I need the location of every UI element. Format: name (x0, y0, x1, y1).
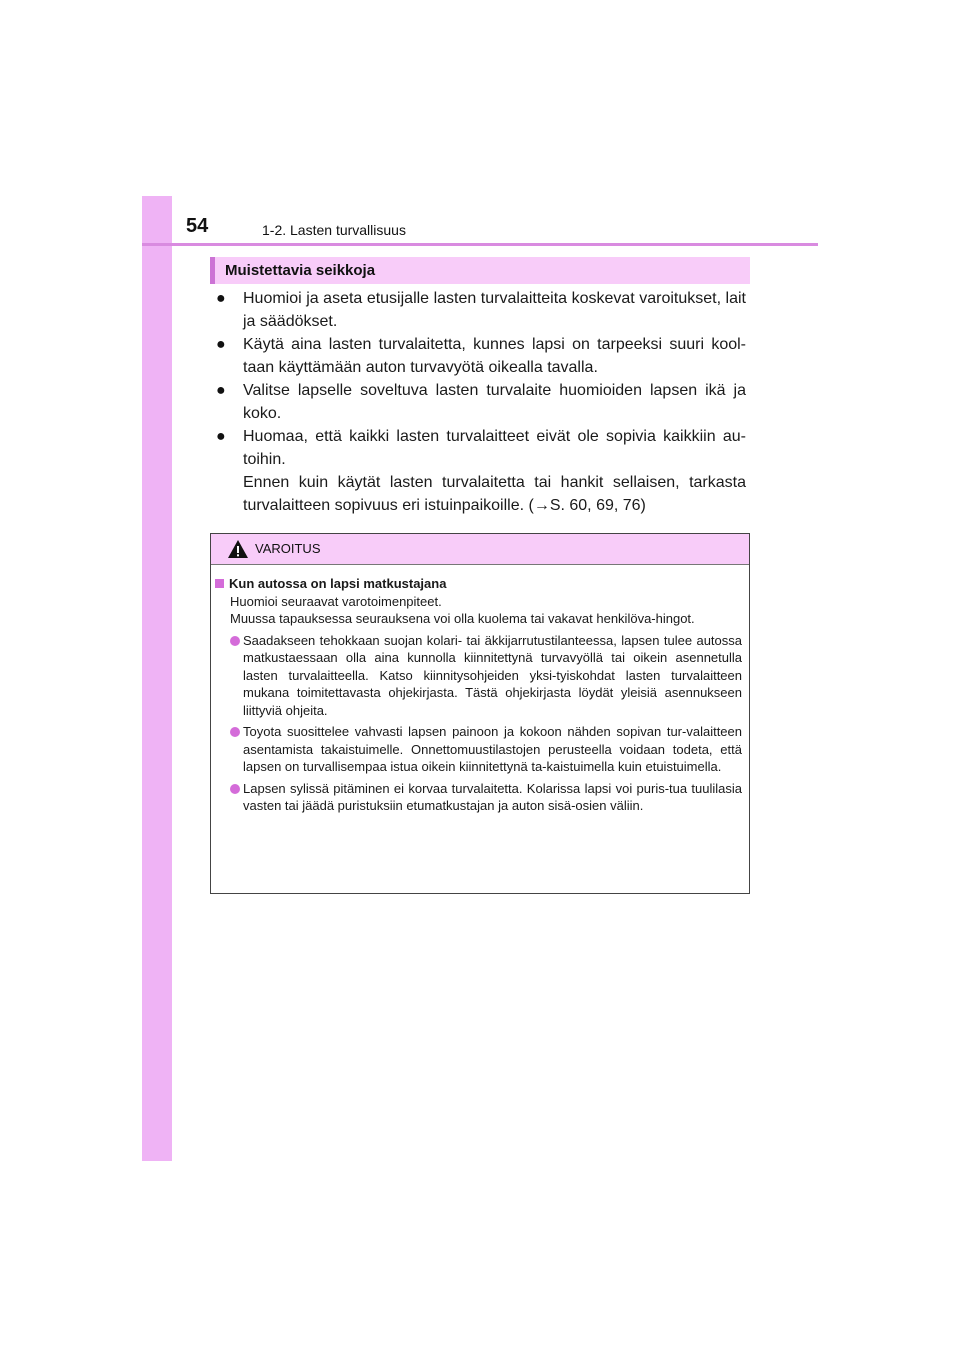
memo-item (216, 425, 746, 517)
warning-box (210, 533, 750, 894)
bullet-icon: ● (216, 428, 226, 445)
memo-item (216, 379, 746, 425)
square-bullet-icon (215, 579, 224, 588)
bullet-icon: ● (216, 382, 226, 399)
warning-heading-text: Kun autossa on lapsi matkustajana (229, 576, 447, 591)
warning-item-text: Saadakseen tehokkaan suojan kolari- tai äkkijarrutustilanteessa, lapsen tulee autossa matkustaessaan olla aina kunnolla kiinnitettynä turvavyöllä tai oikein asennetulla lasten turvalaitteella. Katso kiinnitysohjeiden yksi-tyiskohdat lasten turvalaitteen mukana toimitettavasta ohjekirjasta. Tästä ohjekirjasta löydät yleisiä asennukseen liittyviä ohjeita. (243, 632, 742, 718)
memo-header (210, 257, 750, 284)
warning-item (215, 723, 742, 776)
section-title: 1-2. Lasten turvallisuus (262, 222, 406, 238)
memo-item (216, 333, 746, 379)
dot-bullet-icon (230, 727, 240, 737)
warning-item-text: Toyota suosittelee vahvasti lapsen painoon ja kokoon nähden sopivan tur-valaitteen asentamista takaistuimelle. Onnettomuustilastojen perusteella voidaan todeta, että lapsen on turvallisempaa istua oikein kiinnitettynä ta-kaistuimella kuin etuistuimella. (243, 724, 742, 774)
memo-item-text: Valitse lapselle soveltuva lasten turvalaite huomioiden lapsen ikä ja koko. (243, 382, 746, 422)
header-divider (142, 243, 818, 246)
page-number: 54 (186, 215, 209, 237)
warning-intro: Huomioi seuraavat varotoimenpiteet. (230, 593, 442, 609)
memo-item-text: Huomioi ja aseta etusijalle lasten turvalaitteita koskevat varoitukset, lait ja säädökset. (243, 290, 746, 330)
warning-item (215, 632, 742, 720)
memo-item-text: Huomaa, että kaikki lasten turvalaitteet eivät ole sopivia kaikkiin au-toihin. (243, 428, 746, 468)
memo-item-text: Käytä aina lasten turvalaitetta, kunnes lapsi on tarpeeksi suuri kool-taan käyttämään auton turvavyötä oikealla tavalla. (243, 336, 746, 376)
memo-list (216, 287, 746, 517)
chapter-side-tab (142, 196, 172, 1161)
memo-item-continuation: Ennen kuin käytät lasten turvalaitetta tai hankit sellaisen, tarkasta turvalaitteen sopivuus eri istuinpaikoille. (→S. 60, 69, 76) (243, 474, 746, 514)
warning-header (211, 534, 749, 565)
bullet-icon: ● (216, 290, 226, 307)
memo-item (216, 287, 746, 333)
bullet-icon: ● (216, 336, 226, 353)
warning-triangle-icon (227, 539, 249, 559)
warning-body (211, 565, 749, 815)
warning-consequence: Muussa tapauksessa seurauksena voi olla kuolema tai vakavat henkilöva-hingot. (230, 611, 695, 626)
warning-heading (215, 575, 742, 593)
warning-item-text: Lapsen sylissä pitäminen ei korvaa turvalaitetta. Kolarissa lapsi voi puris-tua tuulilasia vasten tai jäädä puristuksiin etumatkustajan ja auton sisä-osien väliin. (243, 780, 742, 813)
dot-bullet-icon (230, 636, 240, 646)
dot-bullet-icon (230, 784, 240, 794)
warning-item (215, 780, 742, 815)
memo-title: Muistettavia seikkoja (225, 262, 376, 279)
warning-label: VAROITUS (255, 541, 321, 556)
